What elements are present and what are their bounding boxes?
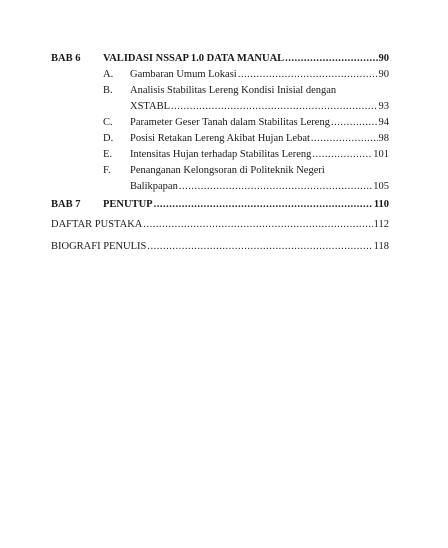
- dot-leader: [285, 52, 377, 65]
- daftar-pustaka-page: 112: [373, 219, 389, 230]
- entry-e-page: 101: [373, 149, 389, 160]
- entry-b-row[interactable]: [130, 100, 389, 113]
- chapter-6-label: BAB 6: [51, 53, 81, 64]
- entry-c-letter: C.: [103, 117, 113, 128]
- entry-c-row[interactable]: [130, 116, 389, 129]
- dot-leader: [179, 180, 372, 193]
- chapter-6-page: 90: [378, 53, 389, 64]
- biografi-penulis-row[interactable]: [51, 240, 389, 253]
- entry-c-page: 94: [378, 117, 389, 128]
- entry-b-line1[interactable]: Analisis Stabilitas Lereng Kondisi Inisial dengan: [130, 85, 337, 96]
- entry-b-page: 93: [378, 101, 389, 112]
- entry-d-letter: D.: [103, 133, 114, 144]
- dot-leader: [143, 218, 372, 231]
- chapter-7-row[interactable]: [103, 198, 389, 211]
- chapter-6-row[interactable]: [103, 52, 389, 65]
- entry-f-row[interactable]: [130, 180, 389, 193]
- entry-f-page: 105: [373, 181, 389, 192]
- entry-a-text: Gambaran Umum Lokasi: [130, 69, 237, 80]
- dot-leader: [154, 198, 373, 211]
- entry-d-text: Posisi Retakan Lereng Akibat Hujan Lebat: [130, 133, 310, 144]
- entry-f-line1[interactable]: Penanganan Kelongsoran di Politeknik Negeri: [130, 165, 325, 176]
- chapter-6-title: VALIDASI NSSAP 1.0 DATA MANUAL: [103, 53, 285, 64]
- dot-leader: [312, 148, 372, 161]
- entry-e-letter: E.: [103, 149, 113, 160]
- dot-leader: [311, 132, 378, 145]
- chapter-7-page: 110: [373, 199, 389, 210]
- chapter-7-label: BAB 7: [51, 199, 81, 210]
- entry-a-letter: A.: [103, 69, 114, 80]
- entry-e-text: Intensitas Hujan terhadap Stabilitas Lereng: [130, 149, 312, 160]
- dot-leader: [238, 68, 378, 81]
- daftar-pustaka-row[interactable]: [51, 218, 389, 231]
- entry-a-row[interactable]: [130, 68, 389, 81]
- entry-c-text: Parameter Geser Tanah dalam Stabilitas Lereng: [130, 117, 330, 128]
- biografi-penulis-text: BIOGRAFI PENULIS: [51, 241, 147, 252]
- entry-f-text: Balikpapan: [130, 181, 178, 192]
- entry-b-letter: B.: [103, 85, 113, 96]
- daftar-pustaka-text: DAFTAR PUSTAKA: [51, 219, 143, 230]
- biografi-penulis-page: 118: [373, 241, 389, 252]
- dot-leader: [171, 100, 378, 113]
- entry-b-text: XSTABL: [130, 101, 170, 112]
- entry-a-page: 90: [378, 69, 389, 80]
- entry-e-row[interactable]: [130, 148, 389, 161]
- dot-leader: [147, 240, 372, 253]
- entry-d-row[interactable]: [130, 132, 389, 145]
- chapter-7-title: PENUTUP: [103, 199, 153, 210]
- entry-f-letter: F.: [103, 165, 111, 176]
- dot-leader: [331, 116, 378, 129]
- entry-d-page: 98: [378, 133, 389, 144]
